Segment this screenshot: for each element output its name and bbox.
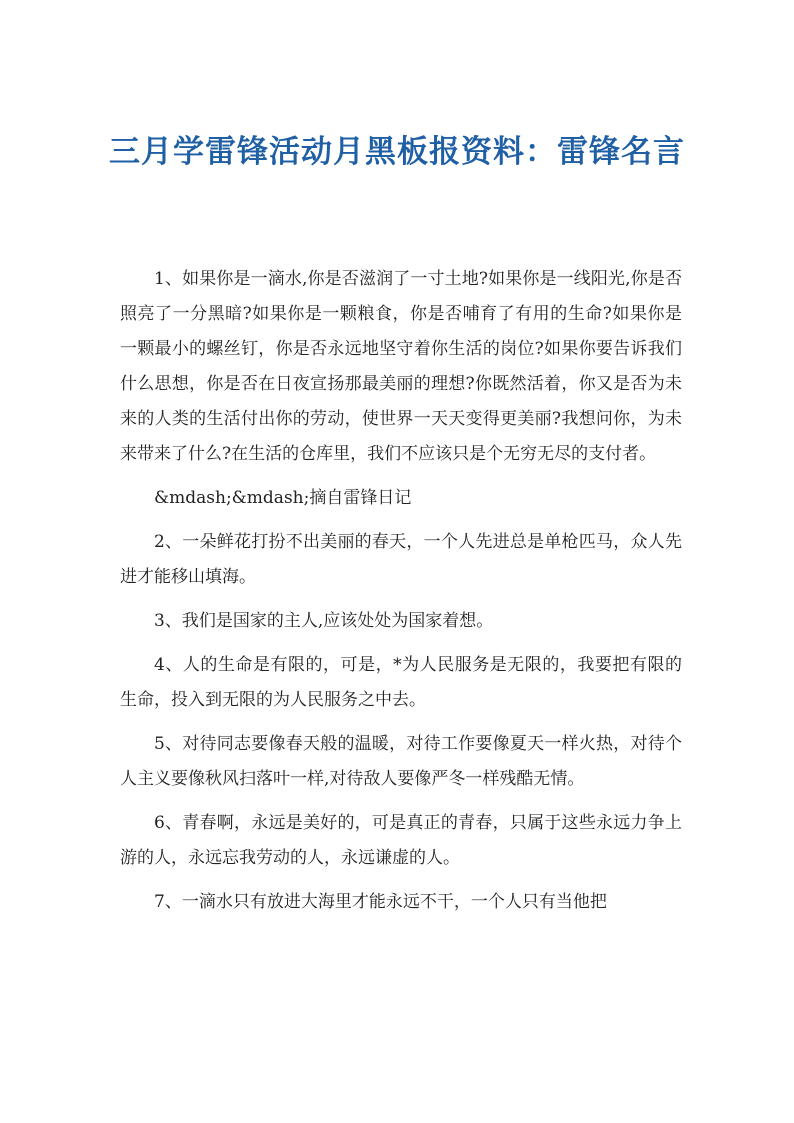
quote-paragraph-2: 2、一朵鲜花打扮不出美丽的春天，一个人先进总是单枪匹马，众人先进才能移山填海。 [120, 532, 682, 587]
quote-paragraph-5: 5、对待同志要像春天般的温暖，对待工作要像夏天一样火热，对待个人主义要像秋风扫落叶一样,对待敌人要像严冬一样残酷无情。 [120, 734, 682, 789]
document-title: 三月学雷锋活动月黑板报资料：雷锋名言 [109, 134, 685, 170]
quote-source: &mdash;&mdash;摘自雷锋日记 [154, 488, 412, 508]
document-body [120, 262, 682, 929]
quote-paragraph-7: 7、一滴水只有放进大海里才能永远不干，一个人只有当他把 [154, 892, 607, 912]
quote-paragraph-6: 6、青春啊，永远是美好的，可是真正的青春，只属于这些永远力争上游的人，永远忘我劳动的人，永远谦虚的人。 [120, 813, 682, 868]
quote-paragraph-3: 3、我们是国家的主人,应该处处为国家着想。 [154, 611, 494, 631]
quote-paragraph-1: 1、如果你是一滴水,你是否滋润了一寸土地?如果你是一线阳光,你是否照亮了一分黑暗?如果你是一颗粮食，你是否哺育了有用的生命?如果你是一颗最小的螺丝钉，你是否永远地坚守着你生活的岗位?如果你要告诉我们什么思想，你是否在日夜宣扬那最美丽的理想?你既然活着，你又是否为未来的人类的生活付出你的劳动，使世界一天天变得更美丽?我想问你，为未来带来了什么?在生活的仓库里，我们不应该只是个无穷无尽的支付者。 [120, 269, 682, 464]
quote-paragraph-4: 4、人的生命是有限的，可是，*为人民服务是无限的，我要把有限的生命，投入到无限的为人民服务之中去。 [120, 655, 682, 710]
